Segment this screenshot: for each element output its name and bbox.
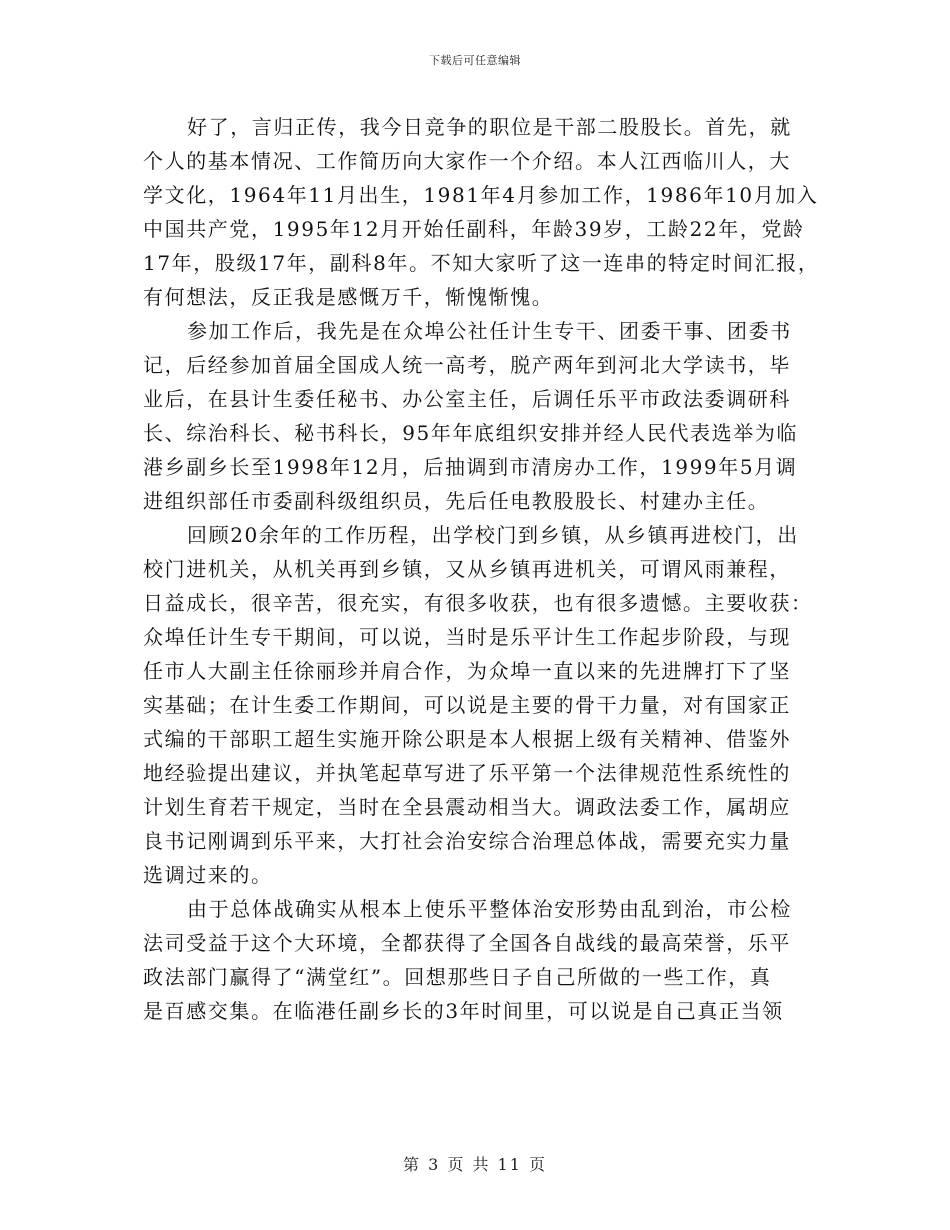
text-line: 日益成长，很辛苦，很充实，有很多收获，也有很多遗憾。主要收获： [143,591,813,615]
text-line: 选调过来的。 [143,863,273,887]
text-line: 港乡副乡长至1998年12月，后抽调到市清房办工作，1999年5月调 [143,455,798,479]
text-line: 良书记刚调到乐平来，大打社会治安综合治理总体战，需要充实力量 [143,829,791,853]
text-line: 政法部门赢得了“满堂红”。回想那些日子自己所做的一些工作，真 [143,965,772,989]
text-line: 中国共产党，1995年12月开始任副科，年龄39岁，工龄22年，党龄 [143,217,805,241]
text-line: 地经验提出建议，并执笔起草写进了乐平第一个法律规范性系统性的 [143,761,791,785]
text-line: 有何想法，反正我是感慨万千，惭愧惭愧。 [143,285,554,309]
text-line: 式编的干部职工超生实施开除公职是本人根据上级有关精神、借鉴外 [143,727,791,751]
text-line: 长、综治科长、秘书科长，95年年底组织安排并经人民代表选举为临 [143,421,799,445]
text-line: 好了，言归正传，我今日竞争的职位是干部二股股长。首先，就 [187,115,792,139]
text-line: 进组织部任市委副科级组织员，先后任电教股股长、村建办主任。 [143,489,770,513]
text-line: 法司受益于这个大环境，全都获得了全国各自战线的最高荣誉，乐平 [143,931,791,955]
text-line: 回顾20余年的工作历程，出学校门到乡镇，从乡镇再进校门，出 [187,523,799,547]
text-line: 业后，在县计生委任秘书、办公室主任，后调任乐平市政法委调研科 [143,387,791,411]
text-line: 任市人大副主任徐丽珍并肩合作，为众埠一直以来的先进牌打下了坚 [143,659,791,683]
text-line: 学文化，1964年11月出生，1981年4月参加工作，1986年10月加入 [143,183,819,207]
text-line: 个人的基本情况、工作简历向大家作一个介绍。本人江西临川人，大 [143,149,791,173]
text-line: 是百感交集。在临港任副乡长的3年时间里，可以说是自己真正当领 [143,999,784,1023]
text-line: 众埠任计生专干期间，可以说，当时是乐平计生工作起步阶段，与现 [143,625,791,649]
text-line: 校门进机关，从机关再到乡镇，又从乡镇再进机关，可谓风雨兼程， [143,557,791,581]
page-number: 第 3 页 共 11 页 [403,1155,547,1174]
text-line: 17年，股级17年，副科8年。不知大家听了这一连串的特定时间汇报， [143,251,820,275]
text-line: 由于总体战确实从根本上使乐平整体治安形势由乱到治，市公检 [187,897,792,921]
text-line: 记，后经参加首届全国成人统一高考，脱产两年到河北大学读书，毕 [143,353,791,377]
text-line: 计划生育若干规定，当时在全县震动相当大。调政法委工作，属胡应 [143,795,791,819]
page-header: 下载后可任意编辑 [429,54,521,67]
text-line: 参加工作后，我先是在众埠公社任计生专干、团委干事、团委书 [187,319,792,343]
text-line: 实基础；在计生委工作期间，可以说是主要的骨干力量，对有国家正 [143,693,791,717]
body-text [143,110,820,1028]
